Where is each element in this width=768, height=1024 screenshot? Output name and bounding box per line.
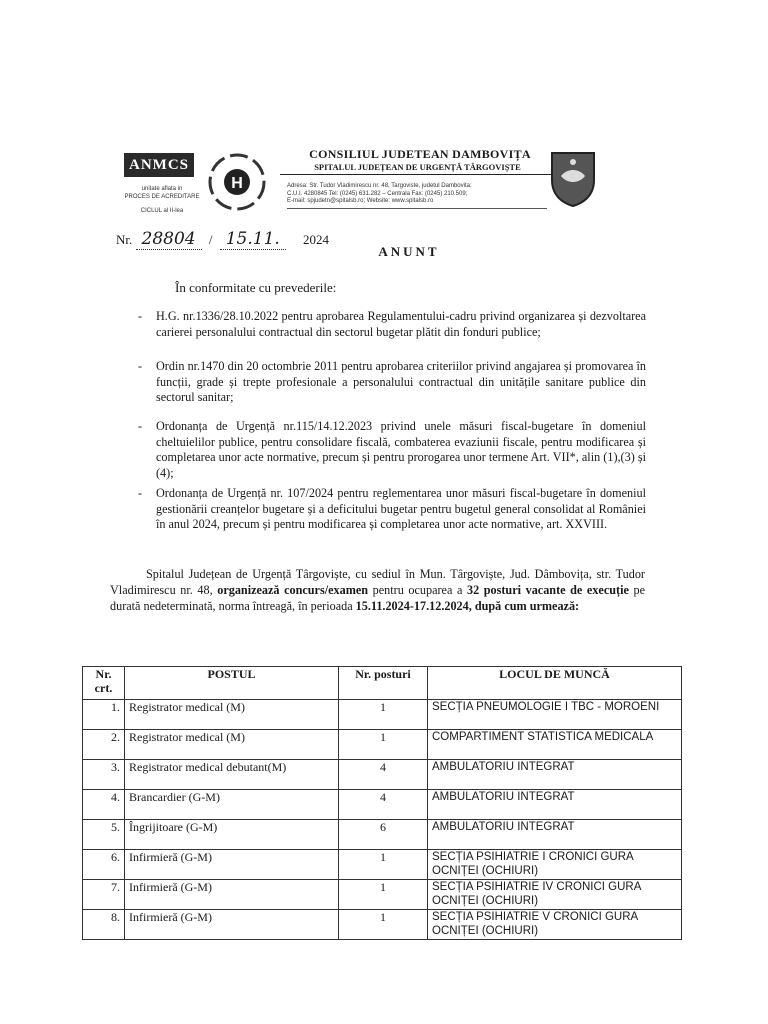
legal-item: - H.G. nr.1336/28.10.2022 pentru aprobarea Regulamentului-cadru privind organizarea și dezvoltarea carierei personalului contractual din sectorul bugetar plătit din fonduri publice; (138, 309, 646, 339)
table-row: 6. Infirmieră (G-M) 1 SECȚIA PSIHIATRIE I CRONICI GURA OCNIȚEI (OCHIURI) (83, 850, 682, 880)
anmcs-logo: ANMCS (124, 153, 194, 177)
col-nr: Nr. crt. (83, 667, 125, 700)
table-row: 1. Registrator medical (M) 1 SECȚIA PNEUMOLOGIE I TBC - MOROENI (83, 700, 682, 730)
table-row: 5. Îngrijitoare (G-M) 6 AMBULATORIU INTEGRAT (83, 820, 682, 850)
council-name: CONSILIUL JUDETEAN DAMBOVIȚA (309, 147, 531, 161)
registration-number: Nr. 28804 / 15.11. 2024 (116, 229, 330, 249)
table-row: 2. Registrator medical (M) 1 COMPARTIMENT STATISTICA MEDICALA (83, 730, 682, 760)
intro-text: În conformitate cu prevederile: (175, 280, 337, 295)
col-location: LOCUL DE MUNCĂ (428, 667, 682, 700)
svg-text:H: H (231, 175, 243, 192)
table-row: 3. Registrator medical debutant(M) 4 AMBULATORIU INTEGRAT (83, 760, 682, 790)
legal-item: - Ordin nr.1470 din 20 octombrie 2011 pentru aprobarea criteriilor privind angajarea și promovarea în funcții, grade și trepte profesionale a personalului contractual din unitățile sanitare publice din sectorul sanitar; (138, 359, 646, 404)
announcement-paragraph: Spitalul Județean de Urgență Târgoviște, cu sediul în Mun. Târgoviște, Jud. Dâmbovița, str. Tudor Vladimirescu nr. 48, organizează concurs/examen pentru ocuparea a 32 posturi vacante de execuție pe durată nedeterminată, norma întreagă, în perioada 15.11.2024-17.12.2024, după cum urmează: (110, 567, 645, 613)
table-row: 8. Infirmieră (G-M) 1 SECȚIA PSIHIATRIE V CRONICI GURA OCNIȚEI (OCHIURI) (83, 910, 682, 940)
positions-table (82, 666, 682, 940)
anmcs-caption: unitate aflata in PROCES DE ACREDITARE CICLUL al II-lea (124, 186, 200, 214)
hospital-name: SPITALUL JUDEȚEAN DE URGENȚĂ TÂRGOVIȘTE (280, 162, 555, 175)
legal-item: - Ordonanța de Urgență nr. 107/2024 pentru reglementarea unor măsuri fiscal-bugetare în domeniul gestionării creanțelor bugetare și a deficitului bugetar pentru bugetul general consolidat al României în anul 2024, precum și pentru modificarea și completarea unor acte normative, art. XXVIII. (138, 486, 646, 531)
col-count: Nr. posturi (339, 667, 428, 700)
table-row: 4. Brancardier (G-M) 4 AMBULATORIU INTEGRAT (83, 790, 682, 820)
col-post: POSTUL (125, 667, 339, 700)
hospital-logo-icon (206, 152, 268, 212)
table-row: 7. Infirmieră (G-M) 1 SECȚIA PSIHIATRIE IV CRONICI GURA OCNIȚEI (OCHIURI) (83, 880, 682, 910)
county-coat-of-arms-icon (549, 150, 597, 208)
document-title: ANUNT (378, 244, 440, 259)
hospital-address: Adresa: Str. Tudor Vladimirescu nr. 48, Targoviste, judetul Dambovita; C.U.I. 4280845 Tel: (0245) 631.282 – Centrala Fax: (0245) 210.509; E-mail: spjudetn@spitalsb.ro; Website: www.spitalsb.ro (287, 183, 547, 209)
legal-item: - Ordonanța de Urgență nr.115/14.12.2023 privind unele măsuri fiscal-bugetare în domeniul cheltuielilor publice, pentru consolidare fiscală, combaterea evaziunii fiscale, pentru modificarea și completarea unor acte normative, precum și pentru prorogarea unor termene Art. VII*, alin (1),(3) și (4); (138, 419, 646, 480)
table-header-row (83, 667, 682, 700)
